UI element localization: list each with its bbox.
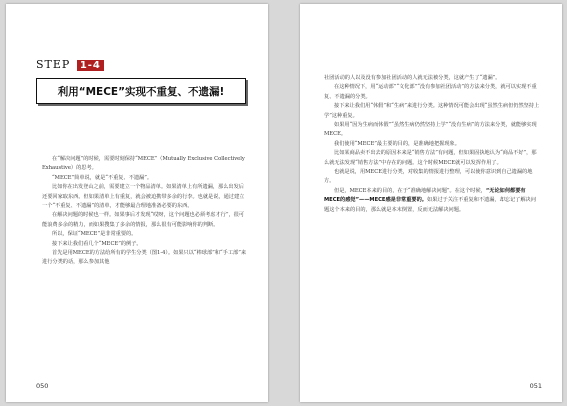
paragraph: 比如某商品卖不出去的原因本来是“销售方法”有问题，但如果固执地认为“商品不好”，那么就无法发现“销售方法”中存在的问题。这个时候MECE就可以发挥作用了。 bbox=[324, 150, 537, 166]
paragraph: 首先是用MECE的方法给所有的学生分类（图1-4）。如果只以“棒球部”和“手工部”来进行分类的话，那么参加其他 bbox=[42, 250, 247, 266]
paragraph-lead: 但是，MECE本来的目的，在于“准确地解决问题”。在这个时候， bbox=[334, 187, 486, 194]
paragraph: 如果用“因为生病而休假”“虽然生病仍然坚持上学”“没有生病”的方法来分类，就能够实现MECE。 bbox=[324, 122, 537, 138]
page-number: 050 bbox=[36, 382, 49, 390]
paragraph: 在这种情况下，用“运动部”“文化部”“没有参加社团活动”的方法来分类，就可以实现不重复、不遗漏的分类。 bbox=[324, 84, 537, 100]
right-body-text bbox=[324, 74, 540, 215]
step-number-badge: 1-4 bbox=[77, 60, 104, 71]
left-page bbox=[6, 4, 268, 402]
paragraph: 所以，保证“MECE”是非常重要的。 bbox=[52, 231, 137, 238]
step-heading bbox=[36, 58, 104, 71]
paragraph: 接下来让我们用“休假”和“生病”来进行分类。这种情况可能会出现“虽然生病但仍然坚持上学”这种重复。 bbox=[324, 103, 540, 119]
step-word: STEP bbox=[36, 58, 71, 71]
paragraph: “MECE”简单说，就是“不重复、不遗漏”。 bbox=[52, 174, 153, 181]
emphasis-text: “无论如何都要有MECE的感觉”——MECE感是非常重要的。 bbox=[324, 187, 526, 204]
paragraph: 社团活动的人以及没有参加社团活动的人就无法被分类，这就产生了“遗漏”。 bbox=[324, 75, 501, 81]
paragraph: 比如你在出发登山之前，需要建立一个物品清单。如果清单上有所遗漏，那么出发后还要回家取东西。但如果清单上有重复，就会被迫携带多余的行李。也就是说，通过建立一个“不重复、不遗漏”的清单，才能够最合理地准备必要的东西。 bbox=[42, 184, 245, 210]
paragraph bbox=[324, 187, 540, 215]
paragraph-tail: 如果过于关注不重复和不遗漏，却忘记了解决问题这个本来的目的，那么就是本末倒置，反而无法解决问题。 bbox=[324, 197, 536, 213]
paragraph: 也就是说，用MECE进行分类，对收集的情报进行整理，可以使你意识到自己遗漏的地方。 bbox=[324, 169, 533, 185]
paragraph: 在解决问题的时候也一样。如果事后才发现“哎呀，这个问题也必须考虑才行”，很可能浪费多余的精力，而如果搜集了多余的情报，那么很有可能影响你的判断。 bbox=[42, 212, 245, 228]
left-body-text bbox=[42, 155, 248, 268]
section-title: 利用“MECE”实现不重复、不遗漏! bbox=[36, 78, 246, 104]
page-number: 051 bbox=[529, 382, 542, 390]
right-page bbox=[300, 4, 562, 402]
paragraph: 在“解决问题”的时候，需要时刻保持“MECE”（Mutually Exclusive Collectively Exhaustive）的思考。 bbox=[42, 156, 245, 172]
paragraph: 接下来让我们看几个“MECE”的例子。 bbox=[52, 240, 142, 247]
paragraph: 我们使用“MECE”最主要的目的，是准确地把握现象。 bbox=[334, 140, 460, 147]
